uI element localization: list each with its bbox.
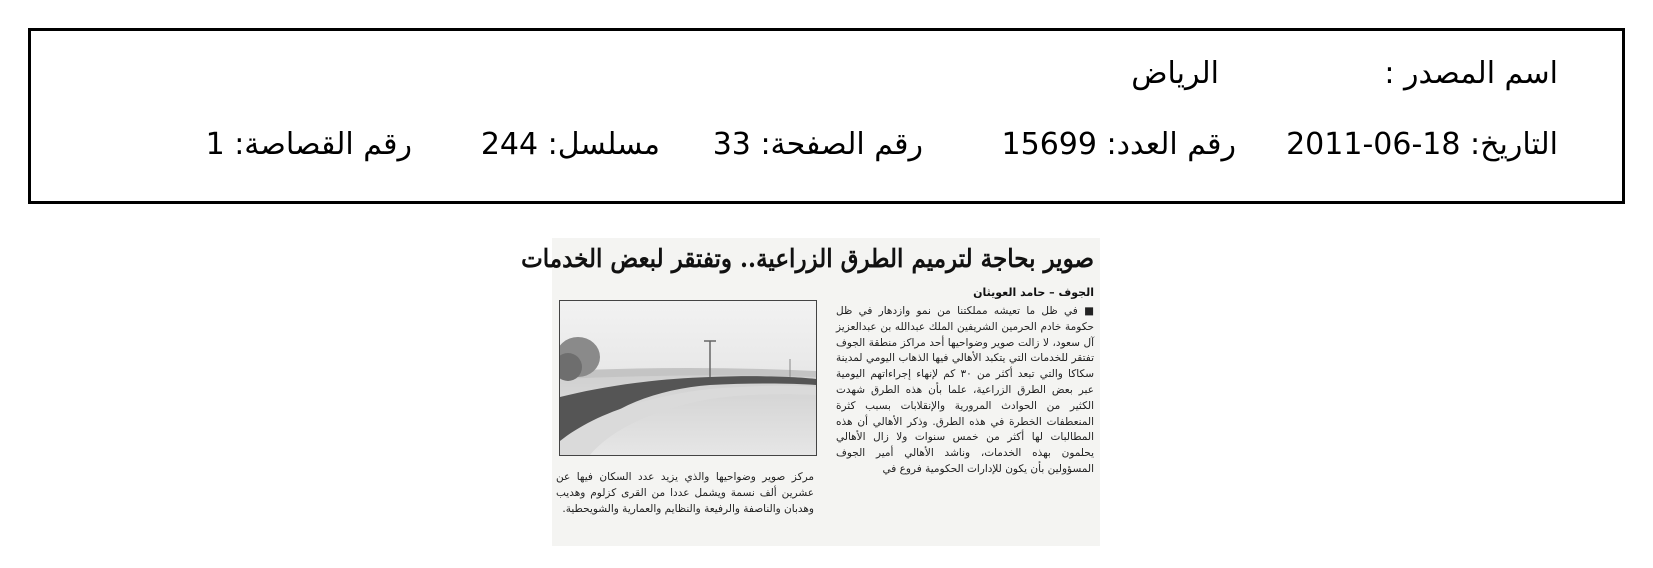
serial-field: مسلسل: 244 [480, 127, 660, 162]
issue-number-field: رقم العدد: 15699 [1001, 127, 1236, 162]
source-value: الرياض [1131, 56, 1219, 91]
article-headline: صوير بحاجة لترميم الطرق الزراعية.. وتفتقر لبعض الخدمات [521, 244, 1094, 273]
article-byline: الجوف – حامد العويثان [973, 286, 1094, 299]
metadata-box [28, 28, 1625, 204]
newspaper-clipping [521, 238, 1100, 546]
source-label: اسم المصدر : [1384, 56, 1558, 91]
page-number-field: رقم الصفحة: 33 [712, 127, 923, 162]
road-photo-image [560, 301, 816, 455]
clip-number-field: رقم القصاصة: 1 [205, 127, 412, 162]
road-photo [559, 300, 817, 456]
article-column-left: مركز صوير وضواحيها والذي يزيد عدد السكان فيها عن عشرين ألف نسمة ويشمل عددا من القرى كزلوم وهديب وهدبان والناصفة والرفيعة والنظايم والعمارية والشويحطية. [556, 471, 814, 515]
article-column-right: ■ في ظل ما تعيشه مملكتنا من نمو وازدهار في ظل حكومة خادم الحرمين الشريفين الملك عبدالله بن عبدالعزيز آل سعود، لا زالت صوير وضواحيها أحد مراكز منطقة الجوف تفتقر للخدمات التي يتكبد الأهالي فيها الذهاب اليومي لمدينة سكاكا والتي تبعد أكثر من ٣٠ كم لإنهاء إجراءاتهم اليومية عبر بعض الطرق الزراعية، علما بأن هذه الطرق شهدت الكثير من الحوادث المرورية والإنقلابات بسبب كثرة المنعطفات الخطرة في هذه الطرق. وذكر الأهالي أن هذه المطالبات لها أكثر من خمس سنوات ولا زال الأهالي يحلمون بهذه الخدمات، وناشد الأهالي أمير الجوف المسؤولين بأن يكون للإدارات الحكومية فروع في [836, 305, 1094, 475]
date-field: التاريخ: 18-06-2011 [1286, 127, 1558, 162]
